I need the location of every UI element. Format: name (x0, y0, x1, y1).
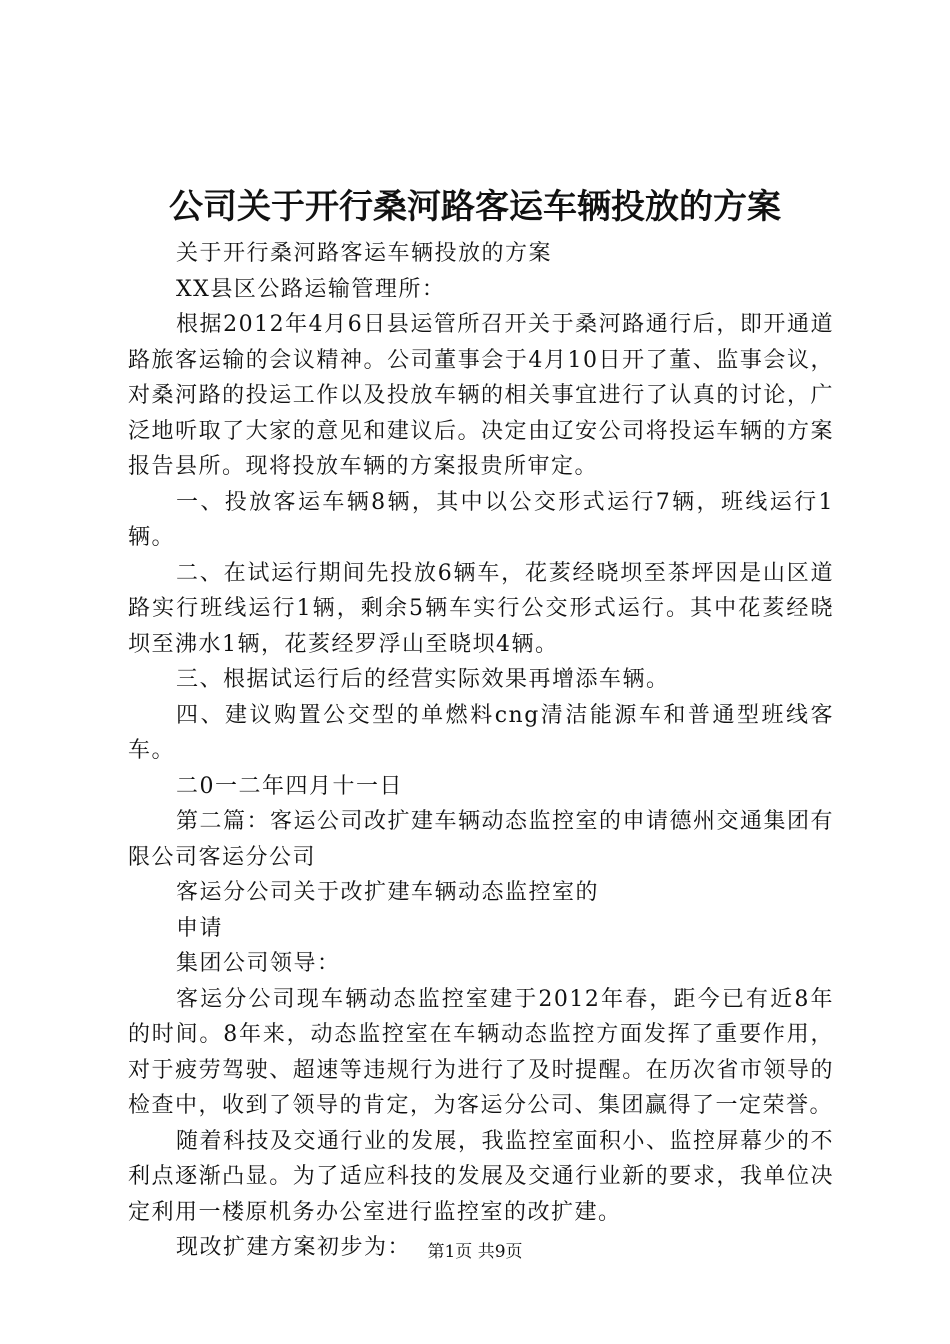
document-title: 公司关于开行桑河路客运车辆投放的方案 (169, 187, 781, 227)
paragraph: 一、投放客运车辆8辆，其中以公交形式运行7辆，班线运行1辆。 (128, 489, 834, 550)
paragraph: 二0一二年四月十一日 (176, 773, 403, 799)
paragraph: 申请 (176, 915, 224, 941)
paragraph: 三、根据试运行后的经营实际效果再增添车辆。 (176, 667, 670, 692)
paragraph: 四、建议购置公交型的单燃料cng清洁能源车和普通型班线客车。 (128, 702, 834, 763)
paragraph: 客运分公司关于改扩建车辆动态监控室的 (176, 880, 600, 905)
paragraph: 集团公司领导： (176, 951, 341, 976)
document-body (128, 236, 834, 1266)
paragraph: 二、在试运行期间先投放6辆车，花荄经晓坝至茶坪因是山区道路实行班线运行1辆，剩余5辆车实行公交形式运行。其中花荄经晓坝至沸水1辆，花荄经罗浮山至晓坝4辆。 (128, 560, 834, 657)
paragraph: 随着科技及交通行业的发展，我监控室面积小、监控屏幕少的不利点逐渐凸显。为了适应科技的发展及交通行业新的要求，我单位决定利用一楼原机务办公室进行监控室的改扩建。 (128, 1128, 835, 1225)
paragraph: 现改扩建方案初步为： (176, 1235, 412, 1260)
paragraph: XX县区公路运输管理所： (176, 276, 446, 302)
paragraph: 客运分公司现车辆动态监控室建于2012年春，距今已有近8年的时间。8年来，动态监控室在车辆动态监控方面发挥了重要作用，对于疲劳驾驶、超速等违规行为进行了及时提醒。在历次省市领导的检查中，收到了领导的肯定，为客运分公司、集团赢得了一定荣誉。 (128, 986, 834, 1118)
paragraph: 第二篇：客运公司改扩建车辆动态监控室的申请德州交通集团有限公司客运分公司 (128, 809, 835, 870)
paragraph: 关于开行桑河路客运车辆投放的方案 (176, 241, 553, 266)
page-footer: 第1页 共9页 (427, 1242, 523, 1262)
paragraph: 根据2012年4月6日县运管所召开关于桑河路通行后，即开通道路旅客运输的会议精神。公司董事会于4月10日开了董、监事会议，对桑河路的投运工作以及投放车辆的相关事宜进行了认真的讨论，广泛地听取了大家的意见和建议后。决定由辽安公司将投运车辆的方案报告县所。现将投放车辆的方案报贵所审定。 (128, 312, 834, 479)
